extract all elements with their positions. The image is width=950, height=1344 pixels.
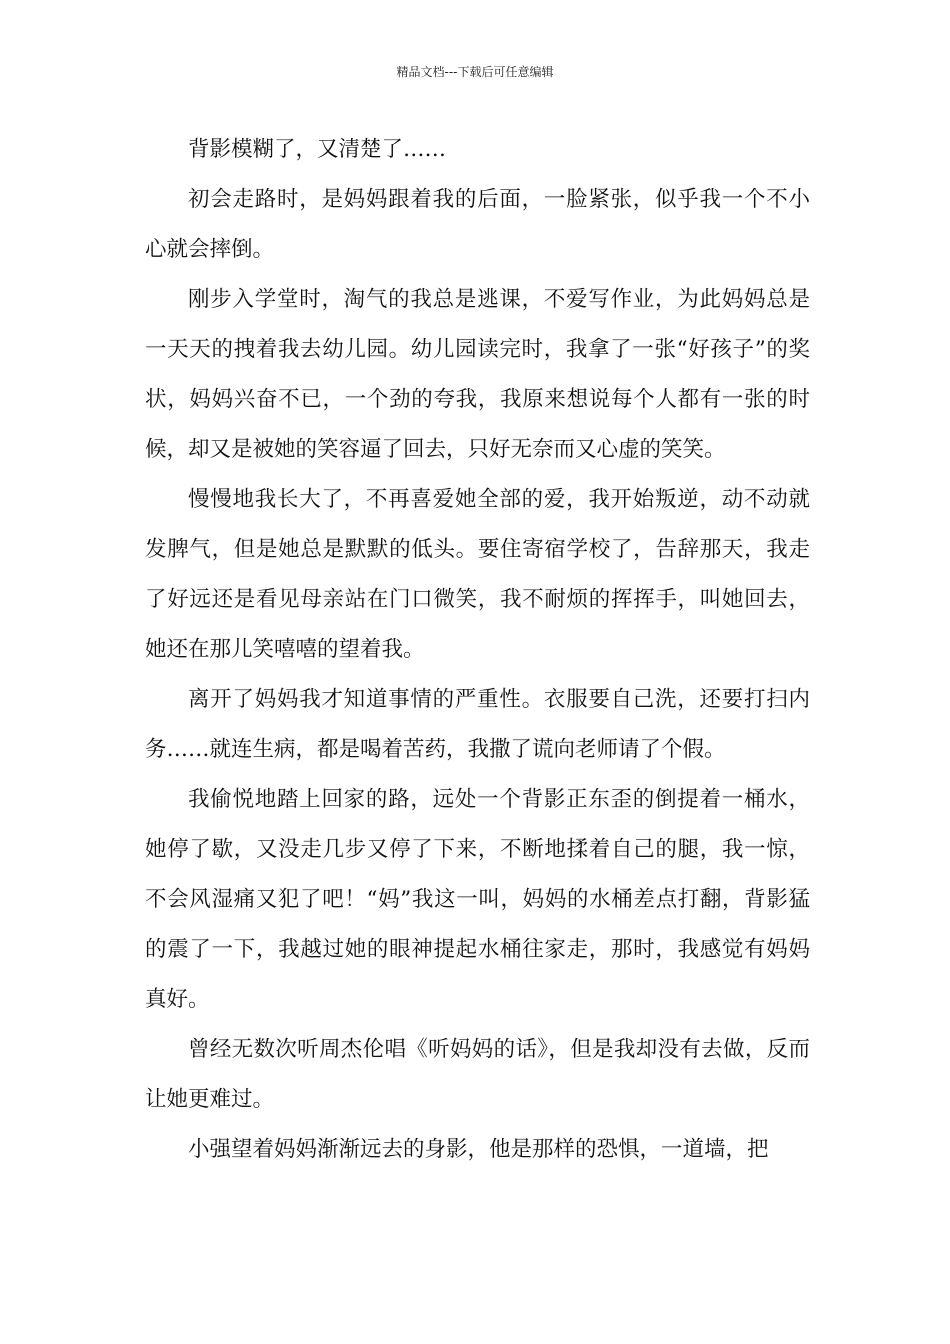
paragraph: 慢慢地我长大了，不再喜爱她全部的爱，我开始叛逆，动不动就发脾气，但是她总是默默的低头。要住寄宿学校了，告辞那天，我走了好远还是看见母亲站在门口微笑，我不耐烦的挥挥手，叫她回去，她还在那儿笑嘻嘻的望着我。 xyxy=(145,487,810,662)
paragraph: 初会走路时，是妈妈跟着我的后面，一脸紧张，似乎我一个不小心就会摔倒。 xyxy=(145,187,810,262)
paragraph: 刚步入学堂时，淘气的我总是逃课，不爱写作业，为此妈妈总是一天天的拽着我去幼儿园。幼儿园读完时，我拿了一张“好孩子”的奖状，妈妈兴奋不已，一个劲的夸我，我原来想说每个人都有一张的时候，却又是被她的笑容逼了回去，只好无奈而又心虚的笑笑。 xyxy=(145,287,810,462)
page-header: 精品文档---下载后可任意编辑 xyxy=(396,65,554,79)
paragraph: 我偷悦地踏上回家的路，远处一个背影正东歪的倒提着一桶水，她停了歇，又没走几步又停了下来，不断地揉着自己的腿，我一惊，不会风湿痛又犯了吧！“妈”我这一叫，妈妈的水桶差点打翻，背影猛的震了一下，我越过她的眼神提起水桶往家走，那时，我感觉有妈妈真好。 xyxy=(145,787,810,1012)
paragraph: 离开了妈妈我才知道事情的严重性。衣服要自己洗，还要打扫内务……就连生病，都是喝着苦药，我撒了谎向老师请了个假。 xyxy=(145,687,810,762)
paragraph: 背影模糊了，又清楚了…… xyxy=(188,137,447,162)
document-body xyxy=(145,125,810,1175)
paragraph: 曾经无数次听周杰伦唱《听妈妈的话》，但是我却没有去做，反而让她更难过。 xyxy=(145,1037,810,1112)
paragraph: 小强望着妈妈渐渐远去的身影，他是那样的恐惧，一道墙，把 xyxy=(188,1137,769,1162)
